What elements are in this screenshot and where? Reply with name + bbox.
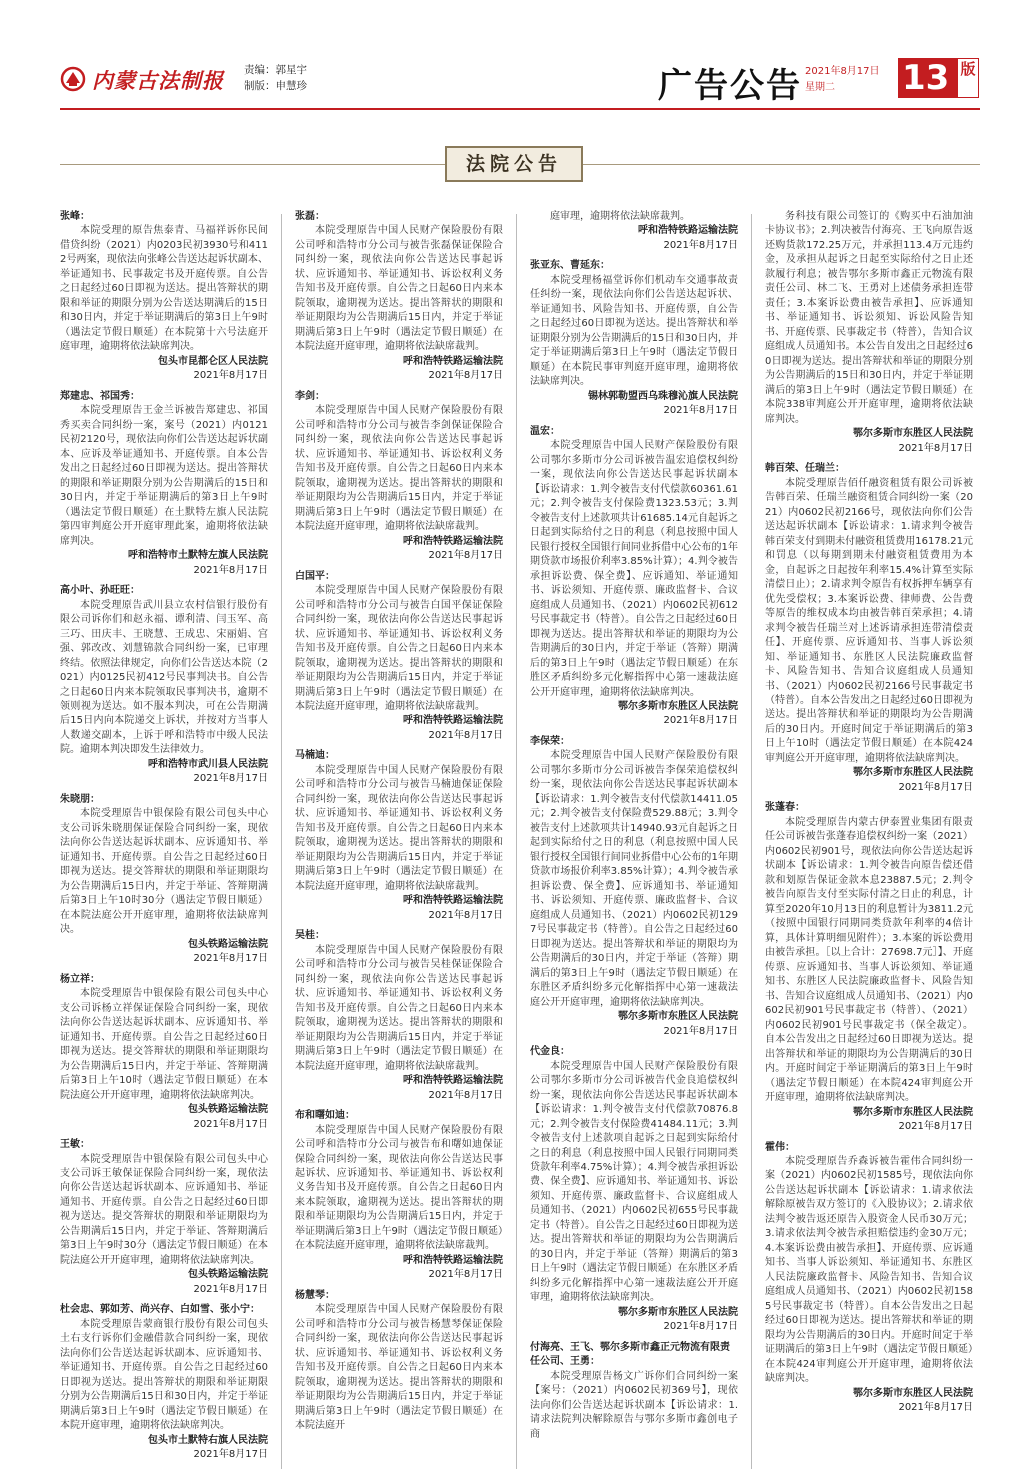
issuing-court: 呼和浩特市土默特左旗人民法院 xyxy=(128,550,268,562)
issuing-court: 鄂尔多斯市东胜区人民法院 xyxy=(853,767,973,779)
notice-date: 2021年8月17日 xyxy=(193,773,268,785)
issuing-court: 呼和浩特铁路运输法院 xyxy=(638,225,738,237)
page-number: 13 xyxy=(898,58,964,98)
notice-column-3 xyxy=(530,210,738,1448)
court-notice xyxy=(295,749,503,923)
newspaper-logo xyxy=(60,64,230,94)
notice-column-4 xyxy=(765,210,973,1422)
notice-body: 本院受理原告内蒙古伊泰置业集团有限责任公司诉被告张蓬春追偿权纠纷一案（2021）内0602民初901号，现依法向你公告送达起诉状副本【诉讼请求：1.判令被告向原告偿还借款和划原告保证金款本息23887.5元；2.判令被告向原告支付至实际付清之日止的利息，计算至2020年10月13日的利息暂计为3811.2元（按照中国银行同期同类贷款年利率的4倍计算，具体计算明细见附件）；3.本案的诉讼费用由被告承担。［以上合计：27698.7元］】、开庭传票、应诉通知书、当事人诉讼须知、举证通知书、东胜区人民法院廉政监督卡、风险告知书、告知合议庭组成人员通知书、（2021）内0602民初901号民事裁定书（特普）、（2021）内0602民初901号民事裁定书（保全裁定）。自本公告发出之日起经过60日即视为送达。提出答辩状和举证的期限均为公告期满后的30日内。开庭时间定于举证期满后的第3日上午9时（遇法定节假日顺延）在本院424审判庭公开开庭审理，逾期将依法缺席判决。 xyxy=(765,816,973,1104)
column-divider xyxy=(281,214,282,1469)
notice-date: 2021年8月17日 xyxy=(193,1449,268,1461)
notice-body: 本院受理原告杨文广诉你们合同纠纷一案【案号：（2021）内0602民初369号】，现依法向你们公告送达起诉状副本【诉讼请求：1.请求法院判决解除原告与鄂尔多斯市鑫创电子商 xyxy=(530,1370,738,1440)
notice-addressee: 吴桂： xyxy=(295,930,325,942)
issuing-court: 锡林郭勒盟西乌珠穆沁旗人民法院 xyxy=(588,390,738,402)
notice-date: 2021年8月17日 xyxy=(898,781,973,793)
notice-body: 务科技有限公司签订的《购买中石油加油卡协议书》；2.判决被告付海亮、王飞向原告返还购货款172.25万元，并承担113.4万元违约金，及承担从起诉之日起至实际给付之日止还款履行利息；被告鄂尔多斯市鑫正元物流有限责任公司、林二飞、王勇对上述债务承担连带责任；3.本案诉讼费由被告承担】、应诉通知书、举证通知书、诉讼须知、诉讼风险告知书、开庭传票、民事裁定书（特普），告知合议庭组成人员通知书。本公告自发出之日起经过60日即视为送达。提出答辩状和举证的期限分别为公告期满后的15日和30日内，并定于举证期满后的第3日上午9时（遇法定节假日顺延）在本院338审判庭公开开庭审理，逾期将依法缺席判决。 xyxy=(765,211,973,425)
issuing-court: 鄂尔多斯市东胜区人民法院 xyxy=(853,1106,973,1118)
notice-date: 2021年8月17日 xyxy=(898,1121,973,1133)
court-notice xyxy=(295,210,503,384)
court-notice xyxy=(295,1289,503,1434)
notice-addressee: 朱晓朋： xyxy=(60,793,100,805)
court-notice xyxy=(530,425,738,729)
court-notice xyxy=(295,570,503,744)
editor-credits xyxy=(244,62,307,94)
notice-body: 本院受理原告蒙商银行股份有限公司包头土右支行诉你们金融借款合同纠纷一案，现依法向你们公告送达起诉状副本、应诉通知书、举证通知书、开庭传票。自公告之日起经过60日即视为送达。提出答辩状的期限和举证期限分别为公告期满后15日和30日内，并定于举证期满后第3日上午9时（遇法定节假日顺延）在本院开庭审理，逾期将依法缺席判决。 xyxy=(60,1318,268,1432)
notice-body: 庭审理，逾期将依法缺席裁判。 xyxy=(550,211,690,222)
court-notice xyxy=(60,793,268,967)
notice-date: 2021年8月17日 xyxy=(428,729,503,741)
court-notice xyxy=(60,210,268,384)
notice-addressee: 付海亮、王飞、鄂尔多斯市鑫正元物流有限责任公司、王勇： xyxy=(530,1341,730,1368)
column-divider xyxy=(516,214,517,1469)
notice-date: 2021年8月17日 xyxy=(193,564,268,576)
notice-date: 2021年8月17日 xyxy=(428,370,503,382)
court-notice xyxy=(530,1045,738,1335)
court-notice xyxy=(530,1341,738,1442)
issue-date-box xyxy=(805,64,880,96)
court-notice xyxy=(530,210,738,253)
issuing-court: 鄂尔多斯市东胜区人民法院 xyxy=(853,1387,973,1399)
issuing-court: 呼和浩特铁路运输法院 xyxy=(403,715,503,727)
editor-line: 责编：郭星宇 xyxy=(244,64,307,76)
court-notice xyxy=(765,462,973,795)
notice-body: 本院受理原告中国人民财产保险股份有限公司鄂尔多斯市分公司诉被告李保荣追偿权纠纷一案，现依法向你公告送达民事起诉状副本【诉讼请求：1.判令被告支付代偿款14411.05元；2.判令被告支付保险费529.88元；3.判令被告支付上述款项共计14940.93元自起诉之日起到实际给付之日的利息（利息按照中国人民银行授权全国银行间同业拆借中心公布的1年期贷款市场报价利率3.85%计算）；4.判令被告承担诉讼费、保全费】、应诉通知书、举证通知书、诉讼须知、开庭传票、廉政监督卡、合议庭组成人员通知书、（2021）内0602民初1297号民事裁定书（特普）。自公告之日起经过60日即视为送达。提出答辩状和举证的期限均为公告期满后的30日内，并定于举证（答辩）期满后的第3日上午9时（遇法定节假日顺延）在东胜区矛盾纠纷多元化解指挥中心第一速裁法庭公开开庭审理，逾期将依法缺席判决。 xyxy=(530,750,738,1008)
issuing-court: 包头市土默特右旗人民法院 xyxy=(148,1434,268,1446)
notice-body: 本院受理原告中国人民财产保险股份有限公司呼和浩特市分公司与被告马楠迪保证保险合同纠纷一案，现依法向你公告送达民事起诉状、应诉通知书、举证通知书、诉讼权利义务告知书及开庭传票。自公告之日起60日内来本院领取，逾期视为送达。提出答辩状的期限和举证期限均为公告期满后15日内，并定于举证期满后第3日上午9时（遇法定节假日顺延）在本院法庭开庭审理，逾期将依法缺席裁判。 xyxy=(295,764,503,892)
notice-addressee: 张亚东、曹延东： xyxy=(530,260,610,272)
court-notice xyxy=(530,735,738,1039)
notice-date: 2021年8月17日 xyxy=(663,1025,738,1037)
issue-date: 2021年8月17日 xyxy=(805,66,880,77)
court-notice xyxy=(60,390,268,578)
issuing-court: 包头铁路运输法院 xyxy=(188,1269,268,1281)
court-notice xyxy=(765,801,973,1134)
issuing-court: 呼和浩特铁路运输法院 xyxy=(403,535,503,547)
notice-body: 本院受理原告中银保险有限公司包头中心支公司诉王敏保证保险合同纠纷一案，现依法向你公告送达起诉状副本、应诉通知书、举证通知书、开庭传票。自公告之日起经过60日即视为送达。提交答辩状的期限和举证期限均为公告期满后15日内，并定于举证、答辩期满后第3日上午9时30分（遇法定节假日顺延）在本院法庭公开开庭审理，逾期将依法缺席判决。 xyxy=(60,1153,268,1266)
court-notice xyxy=(765,210,973,456)
notice-addressee: 张峰： xyxy=(60,211,90,222)
notice-body: 本院受理原告王金兰诉被告郑建忠、祁国秀买卖合同纠纷一案，案号（2021）内0121民初2120号，现依法向你们公告送达起诉状副本、应诉及举证通知书、开庭传票。自本公告发出之日起经过60日即视为送达。提出答辩状的期限和举证期限分别为公告期满后的15日和30日内，并定于举证期满后的第3日上午9时（遇法定节假日顺延）在土默特左旗人民法院第四审判庭公开开庭审理此案，逾期将依法缺席判决。 xyxy=(60,405,268,547)
newspaper-brand: 内蒙古法制报 xyxy=(92,68,224,93)
issuing-court: 鄂尔多斯市东胜区人民法院 xyxy=(618,1011,738,1023)
notice-addressee: 温宏： xyxy=(530,425,560,437)
issue-weekday: 星期二 xyxy=(805,82,835,93)
court-notice xyxy=(765,1141,973,1416)
notice-addressee: 杜会忠、郭如芳、尚兴存、白如雪、张小宁： xyxy=(60,1304,260,1316)
notice-body: 本院受理原告中国人民财产保险股份有限公司呼和浩特市分公司与被告白国平保证保险合同纠纷一案，现依法向你公告送达民事起诉状、应诉通知书、举证通知书、诉讼权利义务告知书及开庭传票。自公告之日起60日内来本院领取，逾期视为送达。提出答辩状的期限和举证期限均为公告期满后15日内，并定于举证期满后第3日上午9时（遇法定节假日顺延）在本院法庭开庭审理，逾期将依法缺席裁判。 xyxy=(295,585,503,712)
notice-date: 2021年8月17日 xyxy=(898,442,973,454)
notice-body: 本院受理原告中国人民财产保险股份有限公司呼和浩特市分公司与被告张磊保证保险合同纠纷一案，现依法向你公告送达民事起诉状、应诉通知书、举证通知书、诉讼权利义务告知书及开庭传票。自公告之日起60日内来本院领取，逾期视为送达。提出答辩状的期限和举证期限均为公告期满后15日内，并定于举证期满后第3日上午9时（遇法定节假日顺延）在本院法庭开庭审理，逾期将依法缺席裁判。 xyxy=(295,225,503,353)
notice-body: 本院受理原告中国人民财产保险股份有限公司鄂尔多斯市分公司诉被告代金良追偿权纠纷一案，现依法向你公告送达民事起诉状副本【诉讼请求：1.判令被告支付代偿款70876.8元；2.判令被告支付保险费41484.11元；3.判令被告支付上述款项自起诉之日起到实际给付之日的利息（利息按照中国人民银行同期同类贷款年利率4.75%计算）；4.判令被告承担诉讼费、保全费】、应诉通知书、举证通知书、诉讼须知、开庭传票、廉政监督卡、合议庭组成人员通知书、（2021）内0602民初655号民事裁定书（特普）。自公告之日起经过60日即视为送达。提出答辩状和举证的期限均为公告期满后的30日内，并定于举证（答辩）期满后的第3日上午9时（遇法定节假日顺延）在东胜区矛盾纠纷多元化解指挥中心第一速裁法庭公开开庭审理，逾期将依法缺席判决。 xyxy=(530,1060,738,1304)
court-notice xyxy=(295,929,503,1103)
notice-column-1 xyxy=(60,210,268,1469)
notice-body: 本院受理原告武川县立农村信银行股份有限公司诉你们和赵永福、谭利清、闫玉军、高三巧、田庆丰、王晓慧、王成忠、宋丽娟、宫强、郭改改、刘慧锦款合同纠纷一案，已审理终结。依照法律规定，向你们公告送达本院（2021）内0125民初412号民事判决书。自公告之日起60日内来本院领取民事判决书，逾期不领则视为送达。如不服本判决，可在公告期满后15日内向本院递交上诉状，并按对方当事人人数递交副本，上诉于呼和浩特市中级人民法院。逾期本判决即发生法律效力。 xyxy=(60,599,268,756)
notice-date: 2021年8月17日 xyxy=(193,1118,268,1130)
issuing-court: 呼和浩特铁路运输法院 xyxy=(403,1075,503,1087)
issuing-court: 呼和浩特铁路运输法院 xyxy=(403,1254,503,1266)
notice-date: 2021年8月17日 xyxy=(663,715,738,727)
page-suffix: 版 xyxy=(957,58,979,98)
notice-addressee: 白国平： xyxy=(295,570,335,582)
notice-date: 2021年8月17日 xyxy=(193,370,268,382)
notice-addressee: 王敏： xyxy=(60,1139,90,1151)
issuing-court: 包头铁路运输法院 xyxy=(188,1104,268,1116)
notice-addressee: 郑建忠、祁国秀： xyxy=(60,390,140,402)
issuing-court: 包头市昆都仑区人民法院 xyxy=(158,355,268,367)
masthead xyxy=(60,58,980,106)
section-banner xyxy=(445,146,583,182)
logo-emblem-icon xyxy=(60,66,86,92)
notice-body: 本院受理原告中银保险有限公司包头中心支公司诉杨立祥保证保险合同纠纷一案，现依法向你公告送达起诉状副本、应诉通知书、举证通知书、开庭传票。自公告之日起经过60日即视为送达。提交答辩状的期限和举证期限均为公告期满后15日内，并定于举证、答辩期满后第3日上午10时（遇法定节假日顺延）在本院法庭公开开庭审理，逾期将依法缺席判决。 xyxy=(60,988,268,1101)
banner-rule-right xyxy=(583,164,980,165)
notice-addressee: 杨慧琴： xyxy=(295,1289,335,1301)
court-notice xyxy=(60,584,268,787)
notice-date: 2021年8月17日 xyxy=(663,405,738,417)
notice-date: 2021年8月17日 xyxy=(428,909,503,921)
notice-date: 2021年8月17日 xyxy=(193,1283,268,1295)
notice-date: 2021年8月17日 xyxy=(663,1321,738,1333)
court-notice xyxy=(60,973,268,1132)
notice-date: 2021年8月17日 xyxy=(663,239,738,251)
notice-addressee: 李剑： xyxy=(295,390,325,402)
issuing-court: 呼和浩特铁路运输法院 xyxy=(403,895,503,907)
notice-body: 本院受理原告中国人民财产保险股份有限公司呼和浩特市分公司与被告李剑保证保险合同纠纷一案，现依法向你公告送达民事起诉状、应诉通知书、举证通知书、诉讼权利义务告知书及开庭传票。自公告之日起60日内来本院领取，逾期视为送达。提出答辩状的期限和举证期限均为公告期满后15日内，并定于举证期满后第3日上午9时（遇法定节假日顺延）在本院法庭开庭审理，逾期将依法缺席裁判。 xyxy=(295,405,503,533)
notice-addressee: 杨立祥： xyxy=(60,973,100,985)
column-divider xyxy=(751,214,752,1469)
notice-addressee: 霍伟： xyxy=(765,1141,795,1153)
notice-addressee: 张磊： xyxy=(295,211,325,222)
section-title: 广告公告 xyxy=(658,66,802,106)
notice-addressee: 高小叶、孙旺旺： xyxy=(60,585,140,597)
notice-addressee: 马楠迪： xyxy=(295,750,335,762)
court-notice xyxy=(295,390,503,564)
notice-column-2 xyxy=(295,210,503,1440)
notice-addressee: 代金良： xyxy=(530,1046,570,1058)
court-notice xyxy=(60,1138,268,1297)
issuing-court: 鄂尔多斯市东胜区人民法院 xyxy=(618,1306,738,1318)
notice-body: 本院受理原告中国人民财产保险股份有限公司呼和浩特市分公司与被告杨慧琴保证保险合同纠纷一案，现依法向你公告送达民事起诉状、应诉通知书、举证通知书、诉讼权利义务告知书及开庭传票。自公告之日起60日内来本院领取，逾期视为送达。提出答辩状的期限和举证期限均为公告期满后15日内，并定于举证期满后第3日上午9时（遇法定节假日顺延）在本院法庭开 xyxy=(295,1304,503,1432)
notice-addressee: 李保荣： xyxy=(530,735,570,747)
notice-body: 本院受理原告中国人民财产保险股份有限公司呼和浩特市分公司与被告吴桂保证保险合同纠纷一案，现依法向你公告送达民事起诉状、应诉通知书、举证通知书、诉讼权利义务告知书及开庭传票。自公告之日起60日内来本院领取，逾期视为送达。提出答辩状的期限和举证期限均为公告期满后15日内，并定于举证期满后第3日上午9时（遇法定节假日顺延）在本院法庭开庭审理，逾期将依法缺席裁判。 xyxy=(295,944,503,1072)
notice-date: 2021年8月17日 xyxy=(428,1089,503,1101)
notice-body: 本院受理原告中国人民财产保险股份有限公司呼和浩特市分公司与被告布和曙如迪保证保险合同纠纷一案，现依法向你公告送达民事起诉状、应诉通知书、举证通知书、诉讼权利义务告知书及开庭传票。自公告之日起60日内来本院领取，逾期视为送达。提出答辩状的期限和举证期限均为公告期满后15日内，并定于举证期满后第3日上午9时（遇法定节假日顺延）在本院法庭开庭审理，逾期将依法缺席裁判。 xyxy=(295,1124,503,1252)
notice-date: 2021年8月17日 xyxy=(898,1402,973,1414)
notice-addressee: 张蓬春： xyxy=(765,802,805,814)
issuing-court: 呼和浩特铁路运输法院 xyxy=(403,355,503,367)
court-notice xyxy=(295,1109,503,1283)
notice-addressee: 布和曙如迪： xyxy=(295,1110,355,1122)
issuing-court: 鄂尔多斯市东胜区人民法院 xyxy=(853,428,973,440)
issuing-court: 鄂尔多斯市东胜区人民法院 xyxy=(618,700,738,712)
masthead-rule xyxy=(60,108,980,110)
notice-date: 2021年8月17日 xyxy=(193,953,268,965)
banner-title: 法院公告 xyxy=(465,153,562,175)
notice-body: 本院受理原告中国人民财产保险股份有限公司鄂尔多斯市分公司诉被告温宏追偿权纠纷一案，现依法向你公告送达民事起诉状副本【诉讼请求：1.判令被告支付代偿款60361.61元；2.判令被告支付保险费1323.53元；3.判令被告支付上述款项共计61685.14元自起诉之日起到实际给付之日的利息（利息按照中国人民银行授权全国银行间同业拆借中心公布的1年期贷款市场报价利率3.85%计算）；4.判令被告承担诉讼费、保全费】、应诉通知、举证通知书、诉讼须知、开庭传票、廉政监督卡、合议庭组成人员通知书、（2021）内0602民初612号民事裁定书（特普）。自公告之日起经过60日即视为送达。提出答辩状和举证的期限均为公告期满后的30日内，并定于举证（答辩）期满后的第3日上午9时（遇法定节假日顺延）在东胜区矛盾纠纷多元化解指挥中心第一速裁法庭公开开庭审理，逾期将依法缺席判决。 xyxy=(530,440,738,698)
notice-body: 本院受理原告佰仟融资租赁有限公司诉被告韩百荣、任瑞兰融资租赁合同纠纷一案（2021）内0602民初2166号，现依法向你们公告送达起诉状副本【诉讼请求：1.请求判令被告韩百荣支付到期未付融资租赁费用16178.21元和罚息（以每期到期未付融资租赁费用为本金，自起诉之日起按年利率15.4%计算至实际清偿日止）；2.请求判令原告有权拆押车辆享有优先受偿权；3.本案诉讼费、律师费、公告费等原告的维权成本均由被告韩百荣承担；4.请求判令被告任瑞兰对上述诉请承担连带清偿责任】、开庭传票、应诉通知书、当事人诉讼须知、举证通知书、东胜区人民法院廉政监督卡、风险告知书、告知合议庭组成人员通知书、（2021）内0602民初2166号民事裁定书（特普）。自本公告发出之日起经过60日即视为送达。提出答辩状和举证的期限均为公告期满后的30日内。开庭时间定于举证期满后的第3日上午10时（遇法定节假日顺延）在本院424审判庭公开开庭审理，逾期将依法缺席判决。 xyxy=(765,477,973,764)
court-notice xyxy=(60,1303,268,1462)
notice-addressee: 韩百荣、任瑞兰： xyxy=(765,463,845,475)
banner-rule-left xyxy=(60,164,445,165)
court-notice xyxy=(530,259,738,418)
notice-body: 本院受理杨福堂诉你们机动车交通事故责任纠纷一案，现依法向你们公告送达起诉状、举证通知书、风险告知书、开庭传票，自公告之日起经过60日即视为送达。提出答辩状和举证期限分别为公告期满后的15日和30日内，并定于举证期满后第3日上午9时（遇法定节假日顺延）在本院民事审判庭开庭审理，逾期将依法缺席判决。 xyxy=(530,274,738,388)
notice-body: 本院受理原告乔森诉被告霍伟合同纠纷一案（2021）内0602民初1585号，现依法向你公告送达起诉状副本【诉讼请求：1.请求依法解除原被告双方签订的《入股协议》；2.请求依法判令被告返还原告入股资金人民币30万元；3.请求依法判令被告承担赔偿违约金30万元；4.本案诉讼费由被告承担】、开庭传票、应诉通知书、当事人诉讼须知、举证通知书、东胜区人民法院廉政监督卡、风险告知书、告知合议庭组成人员通知书、（2021）内0602民初1585号民事裁定书（特普）。自本公告发出之日起经过60日即视为送达。提出答辩状和举证的期限均为公告期满后的30日内。开庭时间定于举证期满后的第3日上午9时（遇法定节假日顺延）在本院424审判庭公开开庭审理，逾期将依法缺席判决。 xyxy=(765,1156,973,1385)
notice-date: 2021年8月17日 xyxy=(428,550,503,562)
issuing-court: 包头铁路运输法院 xyxy=(188,938,268,950)
production-line: 制版：申慧珍 xyxy=(244,80,307,92)
issuing-court: 呼和浩特市武川县人民法院 xyxy=(148,758,268,770)
notice-date: 2021年8月17日 xyxy=(428,1269,503,1281)
notice-body: 本院受理原告中银保险有限公司包头中心支公司诉朱晓朋保证保险合同纠纷一案，现依法向你公告送达起诉状副本、应诉通知书、举证通知书、开庭传票。自公告之日起经过60日即视为送达。提交答辩状的期限和举证期限均为公告期满后15日内，并定于举证、答辩期满后第3日上午10时30分（遇法定节假日顺延）在本院法庭公开开庭审理，逾期将依法缺席判决。 xyxy=(60,808,268,936)
notice-body: 本院受理的原告焦泰青、马福祥诉你民间借贷纠纷（2021）内0203民初3930号和4112号两案，现依法向张峰公告送达起诉状副本、举证通知书、民事裁定书及开庭传票。自公告之日起经过60日即视为送达。提出答辩状的期限和举证的期限分别为公告送达期满后的15日和30日内，并定于举证期满后的第3日上午9时（遇法定节假日顺延）在本院第十六号法庭开庭审理，逾期将依法缺席判决。 xyxy=(60,225,268,353)
